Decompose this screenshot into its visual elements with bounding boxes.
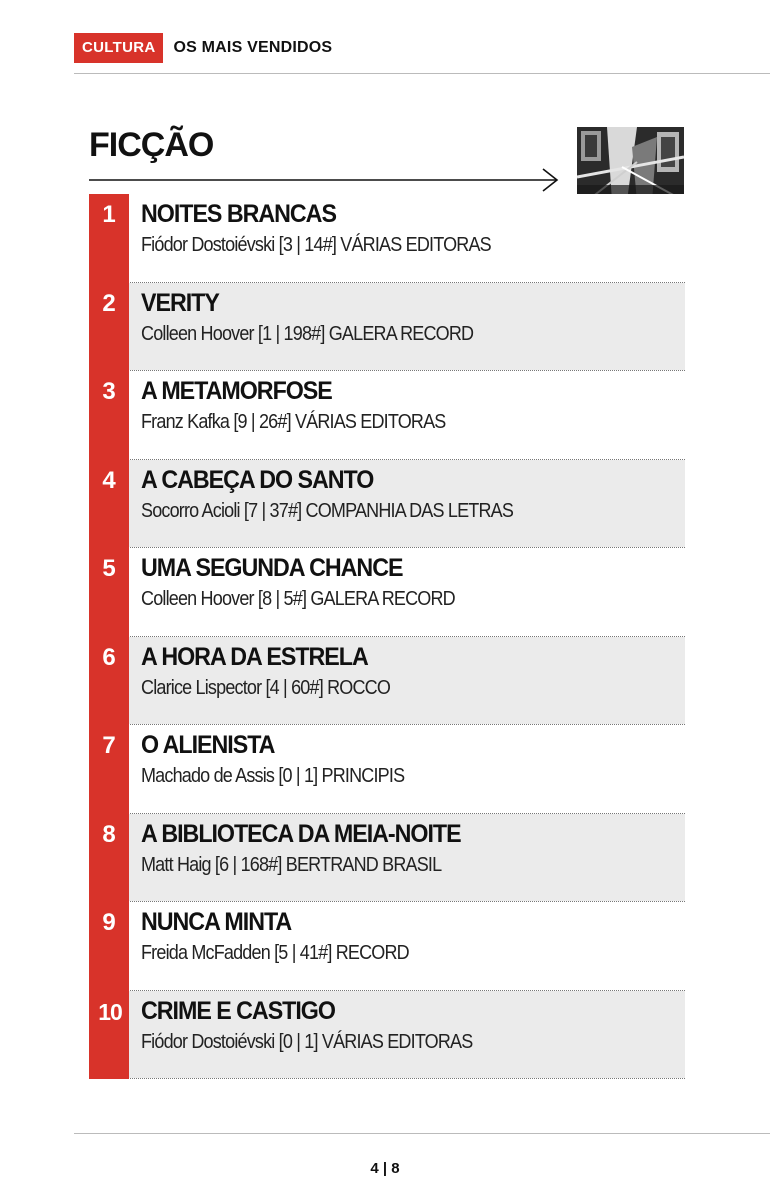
book-title: NOITES BRANCAS (141, 200, 336, 228)
bestseller-list (89, 194, 685, 1079)
list-item[interactable] (89, 548, 685, 637)
book-title: O ALIENISTA (141, 731, 275, 759)
header-divider (74, 73, 770, 74)
list-item[interactable] (89, 460, 685, 549)
list-item[interactable] (89, 194, 685, 283)
book-info: Fiódor Dostoiévski [3 | 14#] VÁRIAS EDITORAS (141, 234, 491, 256)
book-info: Machado de Assis [0 | 1] PRINCIPIS (141, 765, 405, 787)
book-info: Matt Haig [6 | 168#] BERTRAND BRASIL (141, 853, 442, 876)
page-number: 4 | 8 (370, 1160, 400, 1177)
section-tag[interactable]: CULTURA (74, 33, 163, 63)
rank-badge: 10 (89, 991, 129, 1080)
book-title: A HORA DA ESTRELA (141, 642, 368, 671)
rank-badge: 7 (89, 725, 129, 814)
rank-badge: 8 (89, 814, 129, 903)
book-title: NUNCA MINTA (141, 908, 292, 936)
list-item[interactable] (89, 902, 685, 991)
book-title: CRIME E CASTIGO (141, 996, 335, 1025)
list-item[interactable] (89, 371, 685, 460)
book-title: A CABEÇA DO SANTO (141, 465, 374, 494)
list-item[interactable] (89, 814, 685, 903)
book-title: UMA SEGUNDA CHANCE (141, 554, 403, 582)
page-header (74, 33, 332, 63)
book-title: A METAMORFOSE (141, 377, 332, 405)
list-item[interactable] (89, 283, 685, 372)
rank-badge: 4 (89, 460, 129, 549)
book-info: Fiódor Dostoiévski [0 | 1] VÁRIAS EDITORAS (141, 1030, 473, 1053)
rank-badge: 2 (89, 283, 129, 372)
book-info: Socorro Acioli [7 | 37#] COMPANHIA DAS LETRAS (141, 499, 514, 522)
footer-divider (74, 1133, 770, 1134)
book-info: Franz Kafka [9 | 26#] VÁRIAS EDITORAS (141, 411, 446, 433)
arrow-right-icon (89, 167, 561, 193)
rank-badge: 5 (89, 548, 129, 637)
list-item[interactable] (89, 725, 685, 814)
rank-badge: 1 (89, 194, 129, 283)
book-title: VERITY (141, 288, 219, 317)
book-info: Freida McFadden [5 | 41#] RECORD (141, 942, 409, 964)
cover-artwork (577, 127, 684, 201)
list-title: FICÇÃO (89, 126, 214, 164)
book-title: A BIBLIOTECA DA MEIA-NOITE (141, 819, 461, 848)
book-info: Colleen Hoover [8 | 5#] GALERA RECORD (141, 588, 455, 610)
list-item[interactable] (89, 637, 685, 726)
list-item[interactable] (89, 991, 685, 1080)
header-title: OS MAIS VENDIDOS (173, 39, 333, 56)
rank-badge: 9 (89, 902, 129, 991)
rank-badge: 6 (89, 637, 129, 726)
book-info: Clarice Lispector [4 | 60#] ROCCO (141, 676, 391, 699)
book-info: Colleen Hoover [1 | 198#] GALERA RECORD (141, 322, 474, 345)
rank-badge: 3 (89, 371, 129, 460)
